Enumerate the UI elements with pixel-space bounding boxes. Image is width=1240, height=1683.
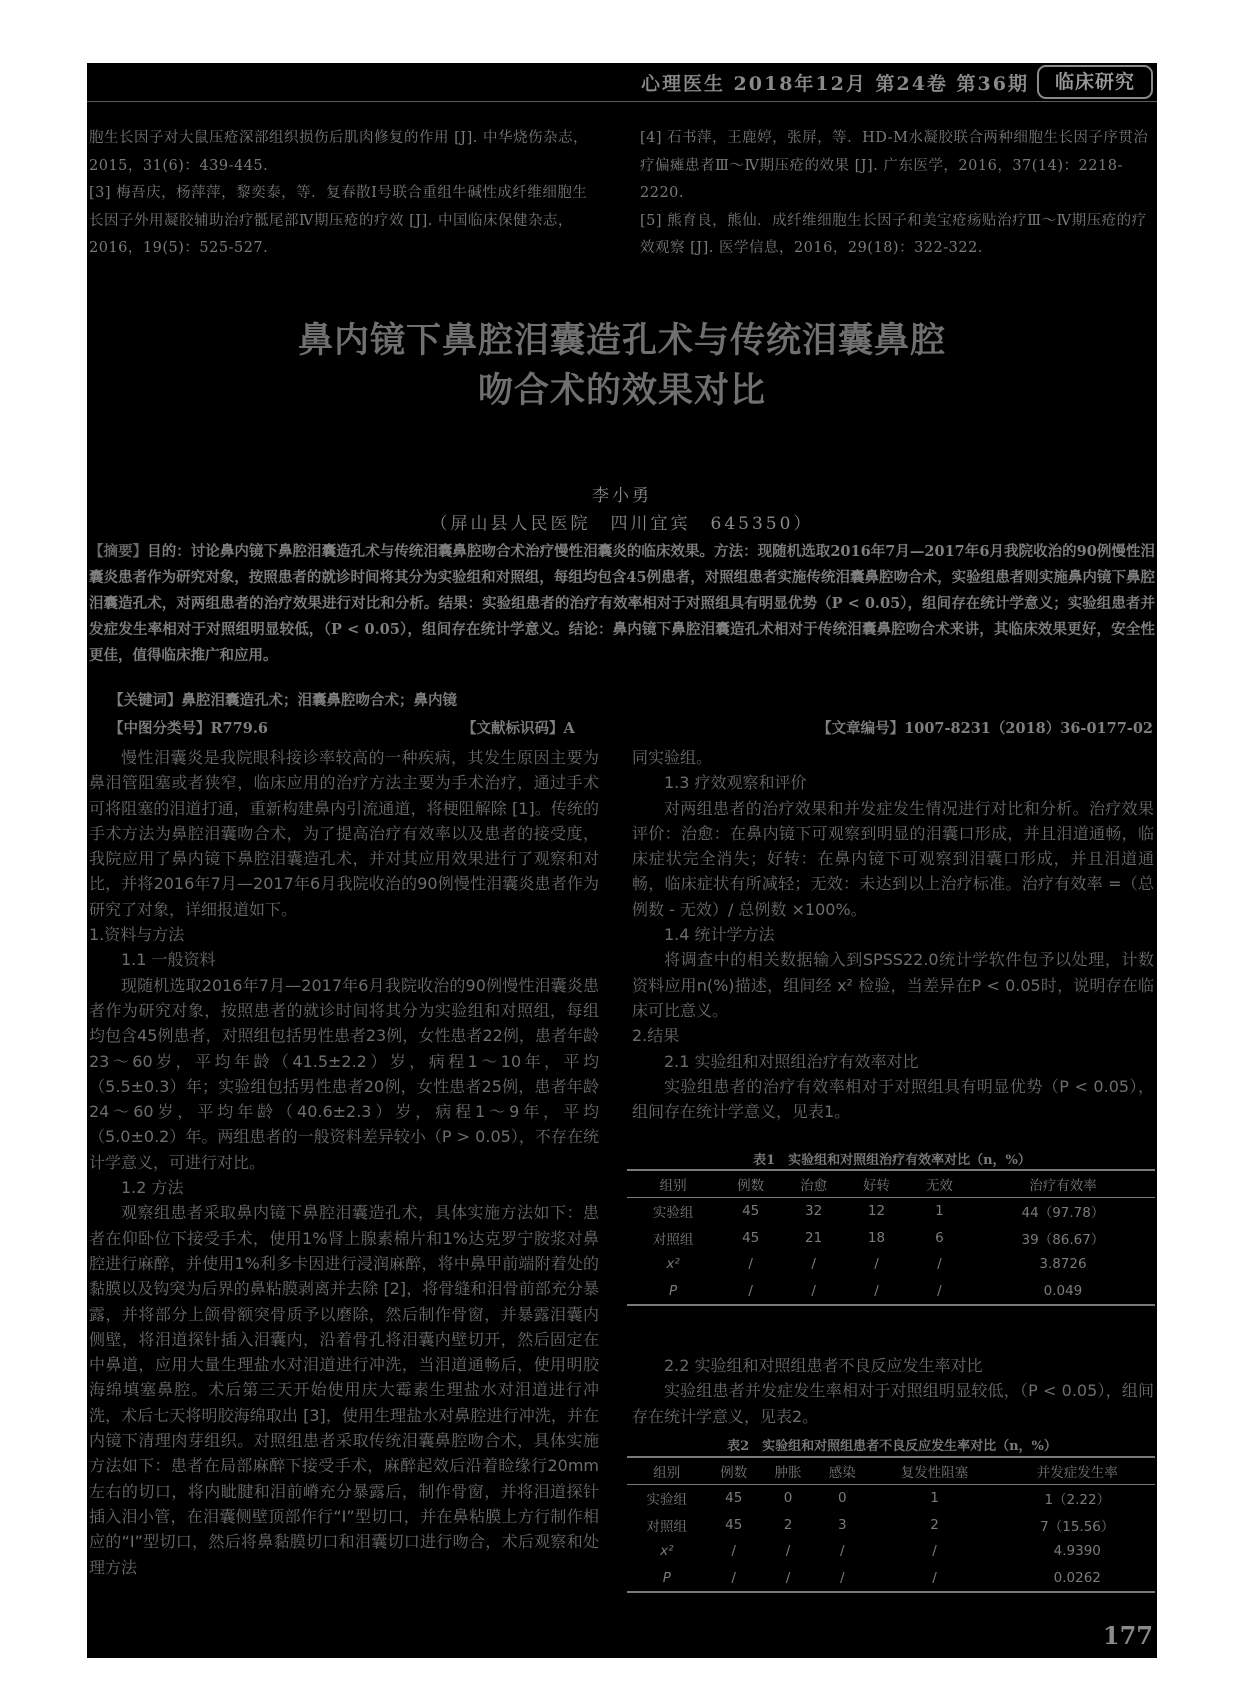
table-row	[627, 1251, 1155, 1278]
abstract-text: 目的：讨论鼻内镜下鼻腔泪囊造孔术与传统泪囊鼻腔吻合术治疗慢性泪囊炎的临床效果。方法：现随机选取2016年7月—2017年6月我院收治的90例慢性泪囊炎患者作为研究对象，按照患者的就诊时间将其分为实验组和对照组，每组均包含45例患者，对照组患者实施传统泪囊鼻腔吻合术，实验组患者则实施鼻内镜下鼻腔泪囊造孔术，对两组患者的治疗效果进行对比和分析。结果：实验组患者的治疗有效率相对于对照组具有明显优势（P < 0.05），组间存在统计学意义；实验组患者并发症发生率相对于对照组明显较低，（P < 0.05），组间存在统计学意义。结论：鼻内镜下鼻腔泪囊造孔术相对于传统泪囊鼻腔吻合术来讲，其临床效果更好，安全性更佳，值得临床推广和应用。	[89, 543, 1155, 664]
reference-item: [3] 梅吾庆，杨萍萍，黎奕泰，等．复春散Ⅰ号联合重组牛碱性成纤维细胞生长因子外用凝胶辅助治疗骶尾部Ⅳ期压疮的疗效 [J]. 中国临床保健杂志，2016，19(5)：525-527.	[89, 185, 588, 256]
body-left-column	[89, 745, 599, 1580]
table-cell: 4.9390	[1053, 1543, 1101, 1560]
table-row	[627, 1198, 1155, 1225]
table-header-cell: 治疗有效率	[971, 1170, 1155, 1198]
table-cell: 45	[742, 1203, 760, 1220]
table-header-cell: 复发性阻塞	[869, 1457, 999, 1485]
table-cell: 45	[742, 1229, 760, 1246]
table-cell: 0.0262	[1000, 1565, 1155, 1593]
table-cell: 对照组	[652, 1231, 694, 1248]
section-heading: 1.3 疗效观察和评价	[664, 773, 807, 793]
table-cell: x²	[666, 1256, 680, 1273]
reference-item: [5] 熊育良，熊仙．成纤维细胞生长因子和美宝疮疡贴治疗Ⅲ～Ⅳ期压疮的疗效观察 [J]. 医学信息，2016，29(18)：322-322.	[640, 212, 1147, 256]
table-cell: 18	[867, 1229, 886, 1246]
table-cell: 45	[725, 1516, 743, 1533]
section-heading: 1.资料与方法	[89, 925, 185, 945]
table-header-cell: 治愈	[782, 1170, 845, 1198]
table-cell: 2	[783, 1516, 793, 1533]
paragraph: 现随机选取2016年7月—2017年6月我院收治的90例慢性泪囊炎患者作为研究对象，按照患者的就诊时间将其分为实验组和对照组，每组均包含45例患者，对照组包括男性患者23例，女性患者22例，患者年龄23～60岁，平均年龄（41.5±2.2）岁，病程1～10年，平均（5.5±0.3）年；实验组包括男性患者20例，女性患者25例，患者年龄24～60岁，平均年龄（40.6±2.3）岁，病程1～9年，平均（5.0±0.2）年。两组患者的一般资料差异较小（P > 0.05），不存在统计学意义，可进行对比。	[89, 975, 599, 1172]
table-cell: 45	[725, 1490, 743, 1507]
table-cell: /	[840, 1543, 845, 1560]
page-number: 177	[1102, 1621, 1153, 1650]
table-cell: 3.8726	[1039, 1256, 1087, 1273]
paragraph: 观察组患者采取鼻内镜下鼻腔泪囊造孔术，具体实施方法如下：患者在仰卧位下接受手术，使用1%肾上腺素棉片和1%达克罗宁胺浆对鼻腔进行麻醉，并使用1%利多卡因进行浸润麻醉，将中鼻甲前端附着处的黏膜以及钩突为后界的鼻粘膜剥离并去除 [2]，将骨缝和泪骨前部充分暴露，并将部分上颌骨额突骨质予以磨除，然后制作骨窗，并暴露泪囊内侧壁，将泪道探针插入泪囊内，沿着骨孔将泪囊内壁切开，然后固定在中鼻道，应用大量生理盐水对泪道进行冲洗，当泪道通畅后，使用明胶海绵填塞鼻腔。术后第三天开始使用庆大霉素生理盐水对泪道进行冲洗，术后七天将明胶海绵取出 [3]，使用生理盐水对鼻腔进行冲洗，并在内镜下清理肉芽组织。对照组患者采取传统泪囊鼻腔吻合术，具体实施方法如下：患者在局部麻醉下接受手术，麻醉起效后沿着睑缘行20mm左右的切口，将内眦腱和泪前嵴充分暴露后，制作骨窗，并将泪道探针插入泪小管，在泪囊侧壁顶部作行“I”型切口，并在鼻粘膜上方行制作相应的“I”型切口，然后将鼻黏膜切口和泪囊切口进行吻合，术后观察和处理方法	[89, 1203, 599, 1577]
section-heading: 2.结果	[632, 1026, 680, 1046]
table-row	[627, 1512, 1155, 1539]
table-cell: /	[874, 1256, 879, 1273]
table-cell: 实验组	[652, 1205, 694, 1222]
table-header-cell: 例数	[719, 1170, 782, 1198]
table2	[627, 1456, 1155, 1593]
table-cell: 6	[935, 1229, 944, 1246]
section-heading: 2.1 实验组和对照组治疗有效率对比	[664, 1051, 919, 1071]
body-right-column-top	[632, 745, 1154, 1124]
section-heading: 1.1 一般资料	[121, 950, 216, 970]
table-cell: P	[627, 1565, 707, 1593]
table-cell: 0.049	[971, 1278, 1155, 1306]
article-title-line2: 吻合术的效果对比	[477, 371, 766, 411]
table-cell: 7（15.56）	[1040, 1518, 1115, 1535]
table-row	[627, 1278, 1155, 1306]
keywords: 【关键词】鼻腔泪囊造孔术；泪囊鼻腔吻合术；鼻内镜	[109, 692, 457, 709]
table-cell: /	[932, 1543, 937, 1560]
table-cell: 32	[805, 1203, 823, 1220]
table-cell: 实验组	[646, 1492, 688, 1509]
paragraph: 实验组患者并发症发生率相对于对照组明显较低，（P < 0.05），组间存在统计学意义，见表2。	[632, 1381, 1154, 1426]
reference-item: [4] 石书萍，王鹿婷，张屏，等．HD-M水凝胶联合两种细胞生长因子序贯治疗偏瘫患者Ⅲ～Ⅳ期压疮的效果 [J]. 广东医学，2016，37(14)：2218-2220.	[640, 130, 1149, 201]
table-cell: 1	[935, 1203, 944, 1220]
table-row	[627, 1538, 1155, 1565]
table-cell: 12	[867, 1203, 886, 1220]
journal-page	[87, 63, 1157, 1658]
table-cell: 1	[930, 1490, 939, 1507]
table-cell: /	[811, 1256, 816, 1273]
table-cell: /	[731, 1543, 736, 1560]
section-heading: 2.2 实验组和对照组患者不良反应发生率对比	[664, 1356, 983, 1375]
table-header-cell: 肿胀	[761, 1457, 815, 1485]
table-header-cell: 组别	[627, 1457, 707, 1485]
table-row	[627, 1565, 1155, 1593]
references-right	[640, 125, 1155, 263]
table-header-cell: 感染	[815, 1457, 869, 1485]
table-cell: 3	[838, 1516, 847, 1533]
table-cell: 0	[783, 1490, 793, 1507]
reference-item: 胞生长因子对大鼠压疮深部组织损伤后肌肉修复的作用 [J]. 中华烧伤杂志，2015，31(6)：439-445.	[89, 130, 588, 174]
article-number: 【文章编号】1007-8231（2018）36-0177-02	[817, 720, 1153, 737]
table-row	[627, 1225, 1155, 1252]
author: 李小勇	[592, 486, 652, 506]
journal-citation: 心理医生 2018年12月 第24卷 第36期	[640, 73, 1029, 95]
table2-caption: 表2 实验组和对照组患者不良反应发生率对比（n，%）	[727, 1439, 1057, 1454]
paragraph: 实验组患者的治疗有效率相对于对照组具有明显优势（P < 0.05），组间存在统计学意义，见表1。	[632, 1076, 1154, 1122]
table-cell: /	[748, 1256, 753, 1273]
clc-number: 【中图分类号】R779.6	[109, 720, 268, 737]
table-cell: 0	[838, 1490, 847, 1507]
body-right-column-mid	[632, 1353, 1154, 1429]
table-header-cell: 例数	[707, 1457, 761, 1485]
table-cell: /	[937, 1256, 942, 1273]
table-cell: /	[845, 1278, 908, 1306]
abstract	[89, 539, 1155, 669]
section-heading: 1.2 方法	[121, 1178, 184, 1198]
table-row	[627, 1485, 1155, 1512]
paragraph: 对两组患者的治疗效果和并发症发生情况进行对比和分析。治疗效果评价：治愈：在鼻内镜下可观察到明显的泪囊口形成，并且泪道通畅，临床症状完全消失；好转：在鼻内镜下可观察到泪囊口形成，并且泪道通畅，临床症状有所减轻；无效：未达到以上治疗标准。治疗有效率 =（总例数 - 无效）/ 总例数 ×100%。	[632, 798, 1154, 919]
table-cell: /	[869, 1565, 999, 1593]
running-header	[87, 63, 1157, 102]
references-left	[89, 125, 599, 263]
table-cell: P	[627, 1278, 719, 1306]
table-cell: /	[782, 1278, 845, 1306]
abstract-label: 【摘要】	[89, 543, 148, 560]
table-cell: /	[707, 1565, 761, 1593]
table-header-cell: 无效	[908, 1170, 971, 1198]
document-code: 【文献标识码】A	[462, 720, 575, 737]
table1-caption: 表1 实验组和对照组治疗有效率对比（n，%）	[753, 1153, 1031, 1168]
table-cell: /	[815, 1565, 869, 1593]
section-heading: 同实验组。	[632, 748, 713, 767]
table-cell: 21	[805, 1229, 823, 1246]
table1	[627, 1169, 1155, 1306]
table-cell: 1（2.22）	[1044, 1492, 1111, 1509]
table-header-cell: 并发症发生率	[1000, 1457, 1155, 1485]
table-cell: 39（86.67）	[1021, 1231, 1105, 1248]
table-cell: 44（97.78）	[1021, 1205, 1105, 1222]
affiliation: （屏山县人民医院 四川宜宾 645350）	[430, 514, 814, 534]
article-title-line1: 鼻内镜下鼻腔泪囊造孔术与传统泪囊鼻腔	[297, 321, 946, 361]
paragraph: 将调查中的相关数据输入到SPSS22.0统计学软件包予以处理，计数资料应用n(%)描述，组间经 x² 检验，当差异在P < 0.05时，说明存在临床可比意义。	[632, 950, 1154, 1020]
section-tag: 临床研究	[1037, 65, 1153, 99]
table-cell: x²	[660, 1543, 674, 1560]
table-cell: /	[719, 1278, 782, 1306]
table-cell: 对照组	[646, 1518, 688, 1535]
section-heading: 1.4 统计学方法	[664, 925, 775, 945]
table-cell: /	[761, 1565, 815, 1593]
table-header-cell: 好转	[845, 1170, 908, 1198]
table-cell: /	[785, 1543, 791, 1560]
table-cell: /	[908, 1278, 971, 1306]
paragraph: 慢性泪囊炎是我院眼科接诊率较高的一种疾病，其发生原因主要为鼻泪管阻塞或者狭窄，临床应用的治疗方法主要为手术治疗，通过手术可将阻塞的泪道打通，重新构建鼻内引流通道，将梗阻解除 [1]。传统的手术方法为鼻腔泪囊吻合术，为了提高治疗有效率以及患者的接受度，我院应用了鼻内镜下鼻腔泪囊造孔术，并对其应用效果进行了观察和对比，并将2016年7月—2017年6月我院收治的90例慢性泪囊炎患者作为研究了对象，详细报道如下。	[89, 748, 599, 919]
table-cell: 2	[930, 1516, 939, 1533]
table-header-cell: 组别	[627, 1170, 719, 1198]
